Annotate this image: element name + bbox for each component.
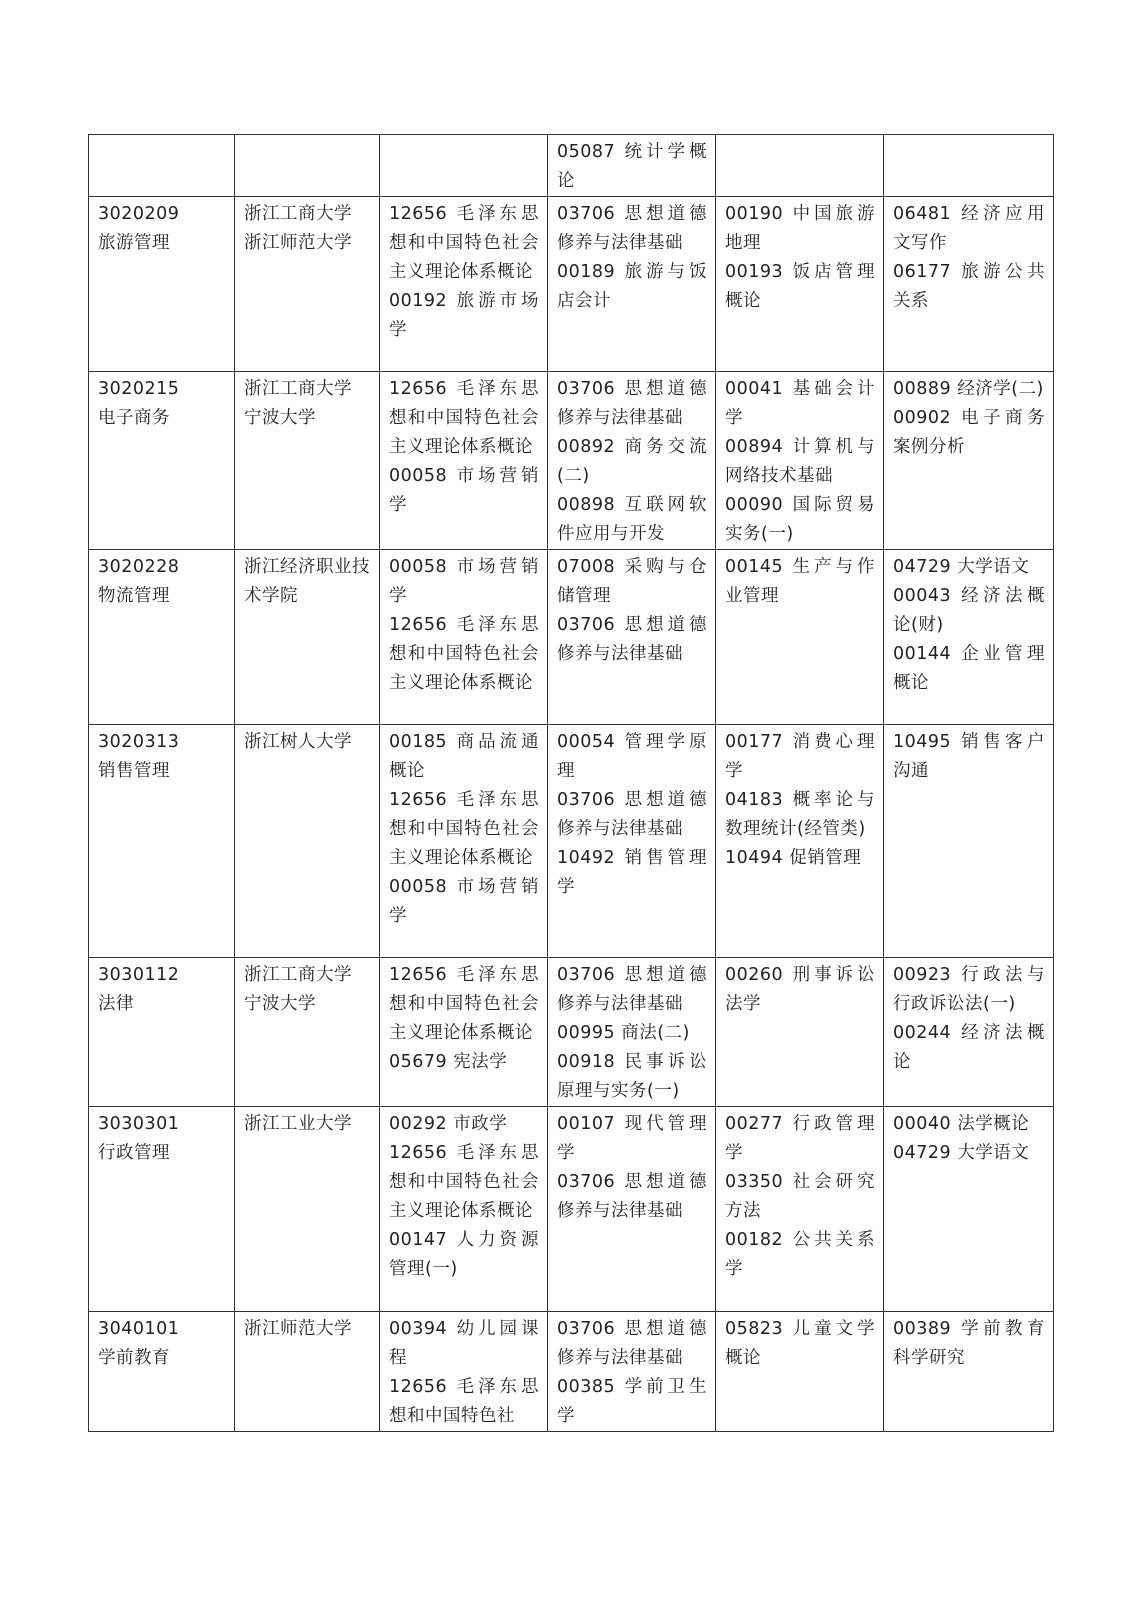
table-row bbox=[89, 725, 1054, 958]
major-name: 销售管理 bbox=[98, 761, 170, 781]
course-entry: 12656 毛泽东思想和中国特色社会主义理论体系概论 bbox=[389, 965, 539, 1043]
course-entry: 00185 商品流通概论 bbox=[389, 732, 539, 781]
major-cell bbox=[89, 725, 235, 958]
major-cell bbox=[89, 197, 235, 372]
course-entry: 00923 行政法与行政诉讼法(一) bbox=[893, 965, 1045, 1014]
course-cell bbox=[380, 197, 548, 372]
course-entry: 06177 旅游公共关系 bbox=[893, 262, 1045, 311]
course-entry: 00058 市场营销学 bbox=[389, 466, 539, 515]
course-entry: 03350 社会研究方法 bbox=[725, 1172, 875, 1221]
course-entry: 04729 大学语文 bbox=[893, 1143, 1030, 1163]
course-entry: 00058 市场营销学 bbox=[389, 557, 539, 606]
table-row bbox=[89, 550, 1054, 725]
course-cell bbox=[716, 197, 884, 372]
course-cell bbox=[548, 725, 716, 958]
major-name: 物流管理 bbox=[98, 586, 170, 606]
major-code: 3030112 bbox=[98, 965, 180, 985]
course-cell bbox=[884, 372, 1054, 550]
course-cell bbox=[380, 1312, 548, 1432]
major-code: 3040101 bbox=[98, 1319, 180, 1339]
major-code: 3020228 bbox=[98, 557, 180, 577]
course-entry: 00190 中国旅游地理 bbox=[725, 204, 875, 253]
course-entry: 10494 促销管理 bbox=[725, 848, 862, 868]
course-cell bbox=[716, 725, 884, 958]
major-code: 3020313 bbox=[98, 732, 180, 752]
school-name: 宁波大学 bbox=[244, 408, 316, 428]
school-cell bbox=[235, 725, 380, 958]
course-entry: 10492 销售管理学 bbox=[557, 848, 707, 897]
course-cell bbox=[884, 135, 1054, 197]
exam-course-table bbox=[88, 134, 1054, 1432]
major-name: 行政管理 bbox=[98, 1143, 170, 1163]
course-entry: 00898 互联网软件应用与开发 bbox=[557, 495, 707, 544]
course-cell bbox=[548, 197, 716, 372]
major-code: 3020209 bbox=[98, 204, 180, 224]
school-name: 浙江树人大学 bbox=[244, 732, 352, 752]
school-name: 浙江师范大学 bbox=[244, 233, 352, 253]
major-cell bbox=[89, 135, 235, 197]
course-entry: 05679 宪法学 bbox=[389, 1052, 508, 1072]
course-entry: 07008 采购与仓储管理 bbox=[557, 557, 707, 606]
course-entry: 00040 法学概论 bbox=[893, 1114, 1030, 1134]
course-entry: 00192 旅游市场学 bbox=[389, 291, 539, 340]
course-entry: 00389 学前教育科学研究 bbox=[893, 1319, 1045, 1368]
course-cell bbox=[884, 197, 1054, 372]
course-entry: 12656 毛泽东思想和中国特色社会主义理论体系概论 bbox=[389, 615, 539, 693]
course-entry: 00145 生产与作业管理 bbox=[725, 557, 875, 606]
course-entry: 03706 思想道德修养与法律基础 bbox=[557, 379, 707, 428]
course-entry: 03706 思想道德修养与法律基础 bbox=[557, 1319, 707, 1368]
course-cell bbox=[884, 1312, 1054, 1432]
course-entry: 03706 思想道德修养与法律基础 bbox=[557, 790, 707, 839]
course-entry: 00054 管理学原理 bbox=[557, 732, 707, 781]
course-cell bbox=[380, 958, 548, 1107]
course-entry: 00995 商法(二) bbox=[557, 1023, 690, 1043]
course-cell bbox=[716, 135, 884, 197]
major-code: 3030301 bbox=[98, 1114, 180, 1134]
major-cell bbox=[89, 372, 235, 550]
table-row bbox=[89, 197, 1054, 372]
school-cell bbox=[235, 1107, 380, 1312]
course-entry: 00147 人力资源管理(一) bbox=[389, 1230, 539, 1279]
course-cell bbox=[548, 958, 716, 1107]
major-name: 旅游管理 bbox=[98, 233, 170, 253]
school-name: 浙江经济职业技术学院 bbox=[244, 557, 370, 606]
school-cell bbox=[235, 135, 380, 197]
course-cell bbox=[716, 550, 884, 725]
course-entry: 00189 旅游与饭店会计 bbox=[557, 262, 707, 311]
course-cell bbox=[716, 1107, 884, 1312]
major-name: 电子商务 bbox=[98, 408, 170, 428]
course-entry: 00894 计算机与网络技术基础 bbox=[725, 437, 875, 486]
course-entry: 00902 电子商务案例分析 bbox=[893, 408, 1045, 457]
course-entry: 00394 幼儿园课程 bbox=[389, 1319, 539, 1368]
course-cell bbox=[380, 550, 548, 725]
course-cell bbox=[380, 1107, 548, 1312]
major-name: 学前教育 bbox=[98, 1348, 170, 1368]
course-entry: 03706 思想道德修养与法律基础 bbox=[557, 204, 707, 253]
course-cell bbox=[548, 1312, 716, 1432]
table-row bbox=[89, 135, 1054, 197]
course-entry: 03706 思想道德修养与法律基础 bbox=[557, 965, 707, 1014]
course-cell bbox=[716, 1312, 884, 1432]
school-cell bbox=[235, 372, 380, 550]
course-entry: 04183 概率论与数理统计(经管类) bbox=[725, 790, 875, 839]
course-entry: 00889 经济学(二) bbox=[893, 379, 1044, 399]
course-cell bbox=[884, 1107, 1054, 1312]
course-entry: 12656 毛泽东思想和中国特色社会主义理论体系概论 bbox=[389, 204, 539, 282]
course-entry: 00244 经济法概论 bbox=[893, 1023, 1045, 1072]
course-cell bbox=[548, 1107, 716, 1312]
course-entry: 00292 市政学 bbox=[389, 1114, 508, 1134]
course-entry: 00182 公共关系学 bbox=[725, 1230, 875, 1279]
course-cell bbox=[548, 550, 716, 725]
course-entry: 03706 思想道德修养与法律基础 bbox=[557, 1172, 707, 1221]
course-entry: 00107 现代管理学 bbox=[557, 1114, 707, 1163]
course-entry: 00892 商务交流(二) bbox=[557, 437, 707, 486]
table-row bbox=[89, 1107, 1054, 1312]
course-entry: 00260 刑事诉讼法学 bbox=[725, 965, 875, 1014]
course-entry: 03706 思想道德修养与法律基础 bbox=[557, 615, 707, 664]
major-code: 3020215 bbox=[98, 379, 180, 399]
school-name: 浙江工商大学 bbox=[244, 204, 352, 224]
course-cell bbox=[548, 135, 716, 197]
course-entry: 12656 毛泽东思想和中国特色社 bbox=[389, 1377, 539, 1426]
major-cell bbox=[89, 1107, 235, 1312]
school-name: 宁波大学 bbox=[244, 994, 316, 1014]
course-entry: 00277 行政管理学 bbox=[725, 1114, 875, 1163]
course-entry: 00090 国际贸易实务(一) bbox=[725, 495, 875, 544]
course-cell bbox=[884, 550, 1054, 725]
course-entry: 05087 统计学概论 bbox=[557, 142, 707, 191]
course-entry: 06481 经济应用文写作 bbox=[893, 204, 1045, 253]
table-row bbox=[89, 958, 1054, 1107]
major-cell bbox=[89, 958, 235, 1107]
school-cell bbox=[235, 958, 380, 1107]
school-name: 浙江工商大学 bbox=[244, 965, 352, 985]
course-entry: 12656 毛泽东思想和中国特色社会主义理论体系概论 bbox=[389, 1143, 539, 1221]
course-entry: 00193 饭店管理概论 bbox=[725, 262, 875, 311]
course-cell bbox=[380, 725, 548, 958]
course-entry: 05823 儿童文学概论 bbox=[725, 1319, 875, 1368]
course-entry: 04729 大学语文 bbox=[893, 557, 1030, 577]
course-cell bbox=[548, 372, 716, 550]
course-cell bbox=[380, 135, 548, 197]
course-cell bbox=[380, 372, 548, 550]
table-row bbox=[89, 372, 1054, 550]
course-entry: 12656 毛泽东思想和中国特色社会主义理论体系概论 bbox=[389, 790, 539, 868]
major-cell bbox=[89, 550, 235, 725]
school-cell bbox=[235, 550, 380, 725]
course-entry: 00058 市场营销学 bbox=[389, 877, 539, 926]
course-entry: 00385 学前卫生学 bbox=[557, 1377, 707, 1426]
school-name: 浙江师范大学 bbox=[244, 1319, 352, 1339]
major-cell bbox=[89, 1312, 235, 1432]
course-cell bbox=[716, 372, 884, 550]
major-name: 法律 bbox=[98, 994, 134, 1014]
course-entry: 00177 消费心理学 bbox=[725, 732, 875, 781]
school-cell bbox=[235, 1312, 380, 1432]
school-name: 浙江工业大学 bbox=[244, 1114, 352, 1134]
course-cell bbox=[884, 958, 1054, 1107]
table-row bbox=[89, 1312, 1054, 1432]
school-name: 浙江工商大学 bbox=[244, 379, 352, 399]
course-entry: 00041 基础会计学 bbox=[725, 379, 875, 428]
course-entry: 00918 民事诉讼原理与实务(一) bbox=[557, 1052, 707, 1101]
course-entry: 00144 企业管理概论 bbox=[893, 644, 1045, 693]
table-body bbox=[89, 135, 1054, 1432]
course-entry: 10495 销售客户沟通 bbox=[893, 732, 1045, 781]
course-entry: 12656 毛泽东思想和中国特色社会主义理论体系概论 bbox=[389, 379, 539, 457]
course-entry: 00043 经济法概论(财) bbox=[893, 586, 1045, 635]
course-cell bbox=[884, 725, 1054, 958]
school-cell bbox=[235, 197, 380, 372]
course-cell bbox=[716, 958, 884, 1107]
